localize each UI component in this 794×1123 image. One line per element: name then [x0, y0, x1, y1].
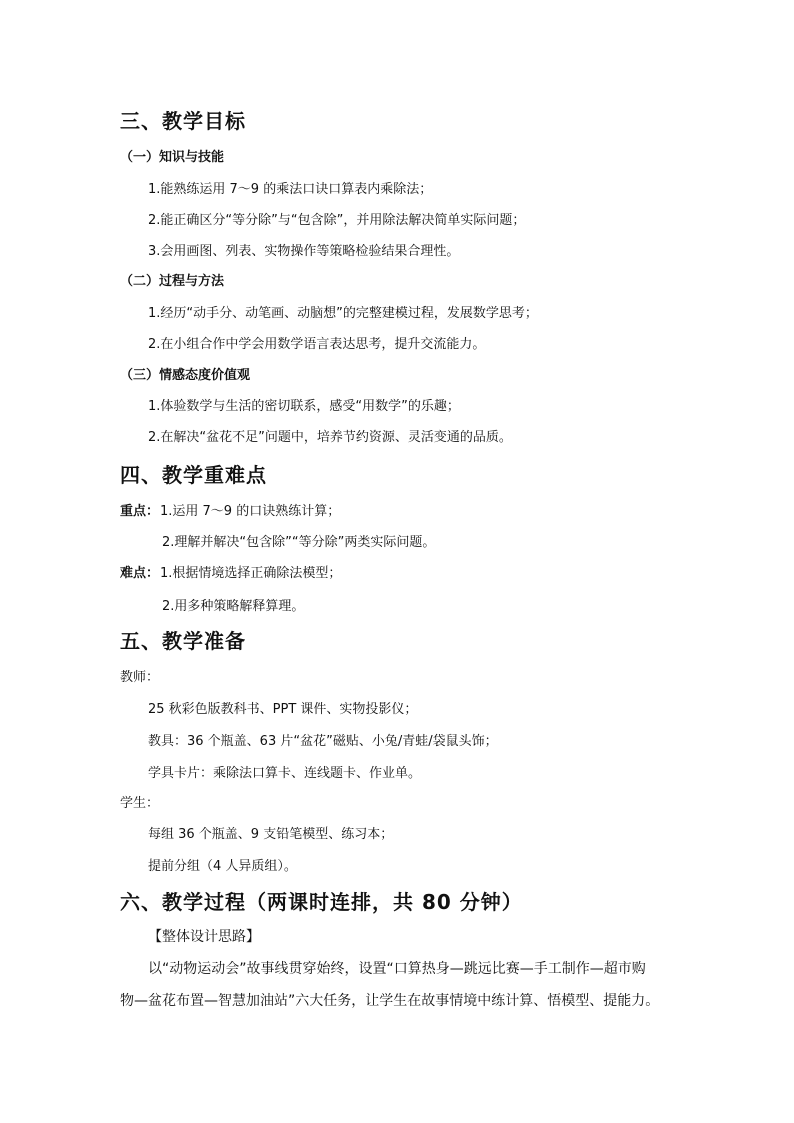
student-label: 学生： — [120, 796, 160, 811]
list-item: 3.会用画图、列表、实物操作等策略检验结果合理性。 — [148, 244, 460, 259]
list-item: 1.能熟练运用 7～9 的乘法口诀口算表内乘除法； — [148, 182, 433, 197]
subsection-3-heading: （三）情感态度价值观 — [120, 368, 251, 383]
list-item: 2.在解决“盆花不足”问题中，培养节约资源、灵活变通的品质。 — [148, 430, 512, 445]
design-idea-label: 【整体设计思路】 — [148, 929, 260, 945]
list-item: 教具：36 个瓶盖、63 片“盆花”磁贴、小兔/青蛙/袋鼠头饰； — [148, 734, 498, 749]
list-item: 25 秋彩色版教科书、PPT 课件、实物投影仪； — [148, 702, 418, 717]
list-item: 2.用多种策略解释算理。 — [162, 599, 305, 614]
section-4-heading: 四、教学重难点 — [120, 463, 267, 487]
subsection-1-heading: （一）知识与技能 — [120, 150, 225, 165]
list-item: 1.经历“动手分、动笔画、动脑想”的完整建模过程，发展数学思考； — [148, 306, 538, 321]
teacher-label: 教师： — [120, 670, 160, 685]
list-item: 1.根据情境选择正确除法模型； — [160, 566, 342, 581]
list-item: 提前分组（4 人异质组）。 — [148, 859, 297, 874]
list-item: 学具卡片：乘除法口算卡、连线题卡、作业单。 — [148, 766, 422, 781]
list-item: 2.能正确区分“等分除”与“包含除”，并用除法解决简单实际问题； — [148, 213, 526, 228]
section-5-heading: 五、教学准备 — [120, 629, 246, 653]
section-6-heading: 六、教学过程（两课时连排，共 80 分钟） — [120, 890, 523, 914]
design-paragraph-line-1: 以“动物运动会”故事线贯穿始终，设置“口算热身—跳远比赛—手工制作—超市购 — [148, 961, 646, 977]
list-item: 1.体验数学与生活的密切联系，感受“用数学”的乐趣； — [148, 399, 460, 414]
subsection-2-heading: （二）过程与方法 — [120, 274, 225, 289]
key-points-label: 重点： — [120, 504, 160, 519]
list-item: 每组 36 个瓶盖、9 支铅笔模型、练习本； — [148, 827, 394, 842]
list-item: 2.理解并解决“包含除”“等分除”两类实际问题。 — [162, 535, 436, 550]
design-paragraph-line-2: 物—盆花布置—智慧加油站”六大任务，让学生在故事情境中练计算、悟模型、提能力。 — [120, 993, 660, 1009]
list-item: 1.运用 7～9 的口诀熟练计算； — [160, 504, 341, 519]
list-item: 2.在小组合作中学会用数学语言表达思考，提升交流能力。 — [148, 337, 486, 352]
section-3-heading: 三、教学目标 — [120, 109, 246, 133]
difficult-points-label: 难点： — [120, 566, 160, 581]
